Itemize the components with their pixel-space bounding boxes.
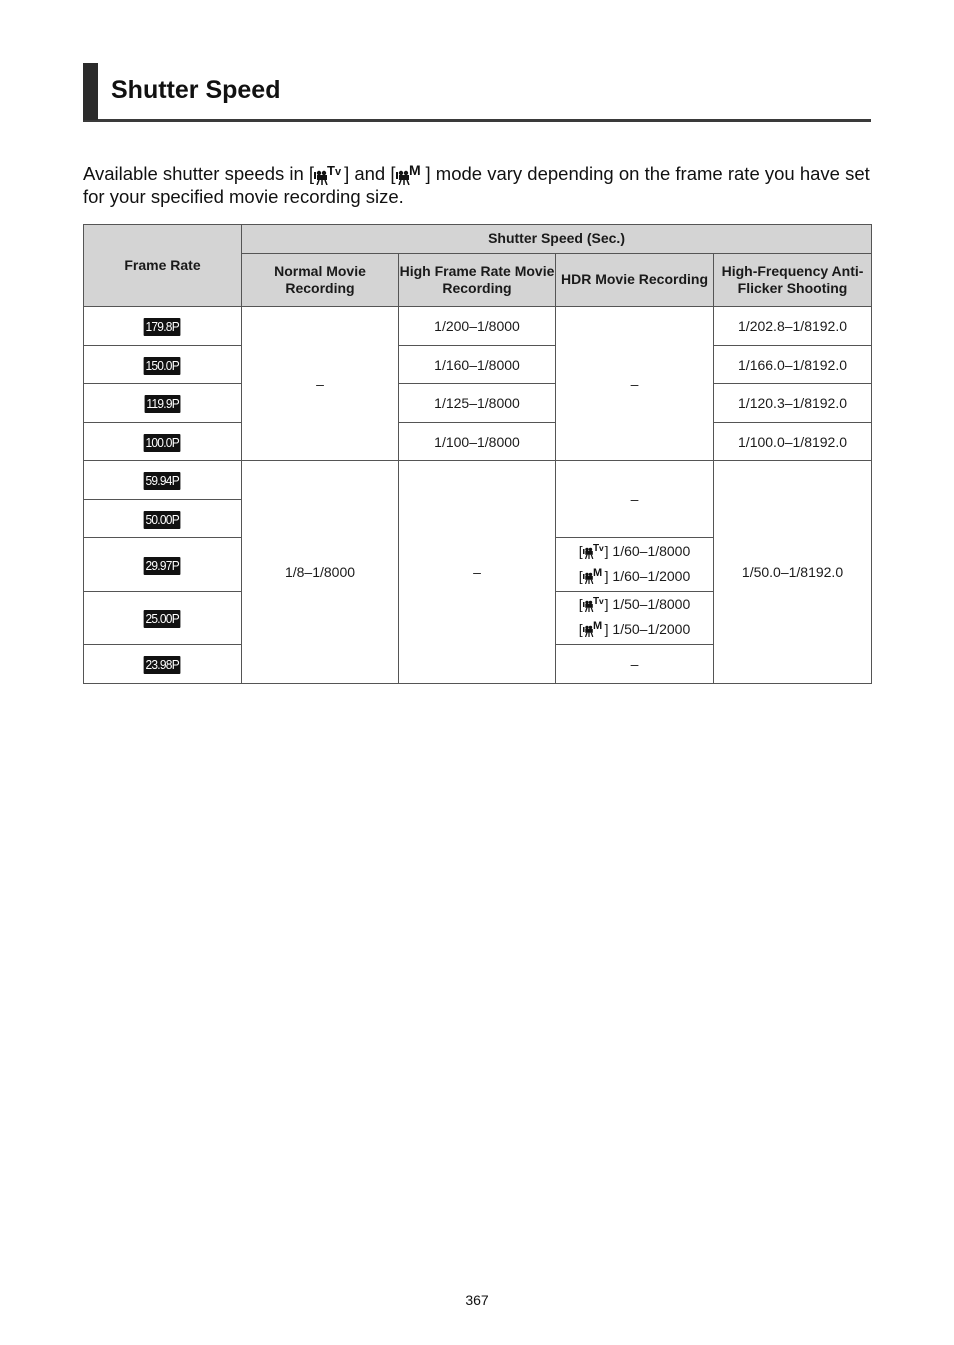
- hf-value-cell: 1/50.0–1/8192.0: [714, 461, 872, 684]
- hfr-value-cell: 1/160–1/8000: [399, 346, 556, 384]
- table-row: [84, 384, 872, 423]
- frame-rate-badge: 119.9P: [146, 396, 179, 411]
- frame-rate-badge: 23.98P: [145, 657, 180, 672]
- header-shutter-speed-group: Shutter Speed (Sec.): [242, 225, 872, 254]
- movie-tv-mode-icon: [583, 595, 605, 618]
- hdr-2997-tv-value: ] 1/60–1/8000: [604, 542, 691, 559]
- svg-text:M: M: [592, 620, 602, 632]
- intro-text-2: ] and [: [344, 163, 396, 184]
- hf-value-cell: 1/100.0–1/8192.0: [714, 423, 872, 461]
- shutter-speed-table: [83, 224, 872, 684]
- intro-paragraph: [83, 162, 873, 208]
- svg-text:v: v: [598, 596, 604, 606]
- table-row: [84, 461, 872, 500]
- bracket-open: [: [578, 596, 583, 612]
- hf-value-cell: 1/166.0–1/8192.0: [714, 346, 872, 384]
- frame-rate-cell: [84, 645, 242, 684]
- normal-value-cell: 1/8–1/8000: [242, 461, 399, 684]
- hdr-2997-m-value: ] 1/60–1/2000: [604, 567, 691, 584]
- section-heading: [83, 63, 871, 122]
- table-row: [84, 307, 872, 346]
- movie-tv-mode-icon: [314, 163, 344, 183]
- page-number: 367: [465, 1292, 489, 1308]
- hdr-m-line: [556, 565, 713, 590]
- frame-rate-badge: 59.94P: [145, 473, 180, 488]
- frame-rate-cell: [84, 461, 242, 500]
- hf-value-cell: 1/120.3–1/8192.0: [714, 384, 872, 423]
- page-title: Shutter Speed: [111, 76, 281, 104]
- frame-rate-cell: [84, 500, 242, 538]
- header-hdr-movie: HDR Movie Recording: [556, 254, 714, 307]
- hfr-value-cell: 1/125–1/8000: [399, 384, 556, 423]
- hdr-m-line: [556, 618, 713, 643]
- frame-rate-badge: 29.97P: [145, 557, 180, 573]
- frame-rate-cell: [84, 384, 242, 423]
- movie-tv-mode-icon: [583, 542, 605, 565]
- movie-manual-mode-icon: [583, 567, 605, 590]
- header-normal-movie: Normal Movie Recording: [242, 254, 399, 307]
- intro-text-3: ] mode vary depending on the frame rate you have set for your specified movie recording size.: [83, 163, 870, 207]
- movie-manual-mode-icon: [396, 163, 426, 183]
- frame-rate-cell: [84, 346, 242, 384]
- frame-rate-badge: 50.00P: [145, 511, 180, 527]
- svg-text:v: v: [598, 542, 604, 553]
- hdr-dash-cell: –: [556, 645, 714, 684]
- svg-text:M: M: [592, 566, 602, 579]
- hdr-2500-tv-value: ] 1/50–1/8000: [604, 596, 691, 612]
- frame-rate-cell: [84, 307, 242, 346]
- frame-rate-badge: 100.0P: [145, 434, 180, 450]
- movie-manual-mode-icon: [583, 620, 605, 643]
- intro-text-1: Available shutter speeds in [: [83, 163, 315, 184]
- hdr-tv-line: [556, 593, 713, 618]
- frame-rate-badge: 25.00P: [145, 611, 180, 626]
- bracket-open: [: [578, 567, 583, 584]
- svg-text:v: v: [335, 166, 342, 178]
- table-row: [84, 346, 872, 384]
- frame-rate-badge: 150.0P: [145, 357, 180, 373]
- hfr-value-cell: 1/200–1/8000: [399, 307, 556, 346]
- svg-text:M: M: [408, 163, 421, 178]
- frame-rate-badge: 179.8P: [145, 319, 180, 334]
- hdr-mode-values-cell: [556, 538, 714, 592]
- hfr-dash-cell: –: [399, 461, 556, 684]
- hdr-2500-m-value: ] 1/50–1/2000: [604, 621, 691, 637]
- bracket-open: [: [578, 621, 583, 637]
- table-row: [84, 423, 872, 461]
- heading-accent-bar: [83, 63, 98, 120]
- hf-value-cell: 1/202.8–1/8192.0: [714, 307, 872, 346]
- frame-rate-cell: [84, 423, 242, 461]
- hdr-tv-line: [556, 540, 713, 565]
- normal-dash-cell: –: [242, 307, 399, 461]
- svg-text:T: T: [592, 596, 599, 607]
- hdr-dash-cell: –: [556, 461, 714, 538]
- hfr-value-cell: 1/100–1/8000: [399, 423, 556, 461]
- hdr-mode-values-cell: [556, 592, 714, 645]
- bracket-open: [: [578, 542, 583, 559]
- header-high-frequency: High-Frequency Anti-Flicker Shooting: [714, 254, 872, 307]
- svg-text:T: T: [592, 542, 599, 554]
- hdr-dash-cell: –: [556, 307, 714, 461]
- frame-rate-cell: [84, 592, 242, 645]
- svg-text:T: T: [327, 163, 336, 178]
- header-high-frame-rate: High Frame Rate Movie Recording: [399, 254, 556, 307]
- frame-rate-cell: [84, 538, 242, 592]
- header-frame-rate: Frame Rate: [84, 225, 242, 307]
